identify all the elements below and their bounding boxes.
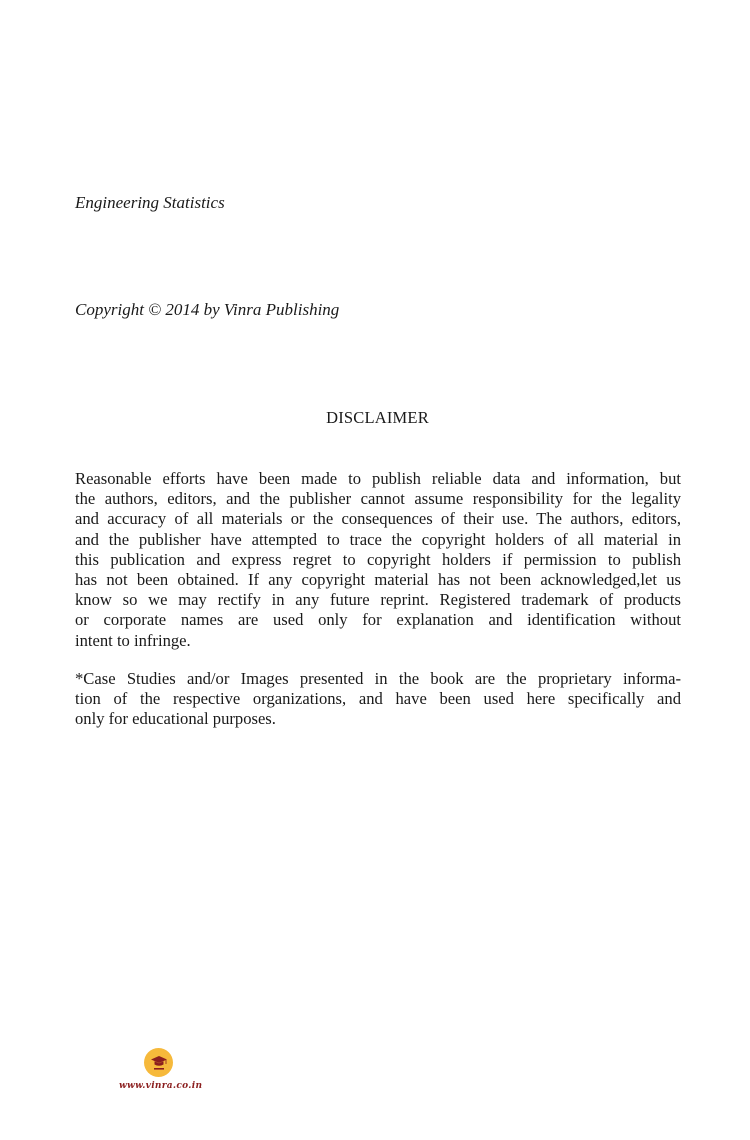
paragraph-line: intent to infringe. (75, 630, 191, 650)
disclaimer-paragraph (75, 469, 681, 651)
publisher-website: www.vinra.co.in (119, 1081, 203, 1091)
graduation-cap-icon (150, 1054, 168, 1072)
paragraph-line: the authors, editors, and the publisher cannot assume responsibility for the legality (75, 489, 681, 509)
paragraph-line: know so we may rectify in any future reprint. Registered trademark of products (75, 590, 681, 610)
paragraph-line: has not been obtained. If any copyright material has not been acknowledged,let us (75, 569, 681, 589)
book-title: Engineering Statistics (75, 193, 225, 212)
paragraph-line: and accuracy of all materials or the consequences of their use. The authors, editors, (75, 509, 681, 529)
paragraph-line: or corporate names are used only for explanation and identification without (75, 610, 681, 630)
disclaimer-heading: DISCLAIMER (326, 408, 429, 427)
paragraph-line: *Case Studies and/or Images presented in the book are the proprietary informa- (75, 669, 681, 688)
publisher-logo (144, 1048, 173, 1077)
paragraph-line: this publication and express regret to copyright holders if permission to publish (75, 549, 681, 569)
case-studies-note (75, 669, 681, 730)
paragraph-line: Reasonable efforts have been made to publish reliable data and information, but (75, 469, 681, 488)
paragraph-line: tion of the respective organizations, and have been used here specifically and (75, 689, 681, 709)
paragraph-line: only for educational purposes. (75, 709, 276, 729)
paragraph-line: and the publisher have attempted to trace the copyright holders of all material in (75, 529, 681, 549)
copyright-notice: Copyright © 2014 by Vinra Publishing (75, 300, 340, 319)
